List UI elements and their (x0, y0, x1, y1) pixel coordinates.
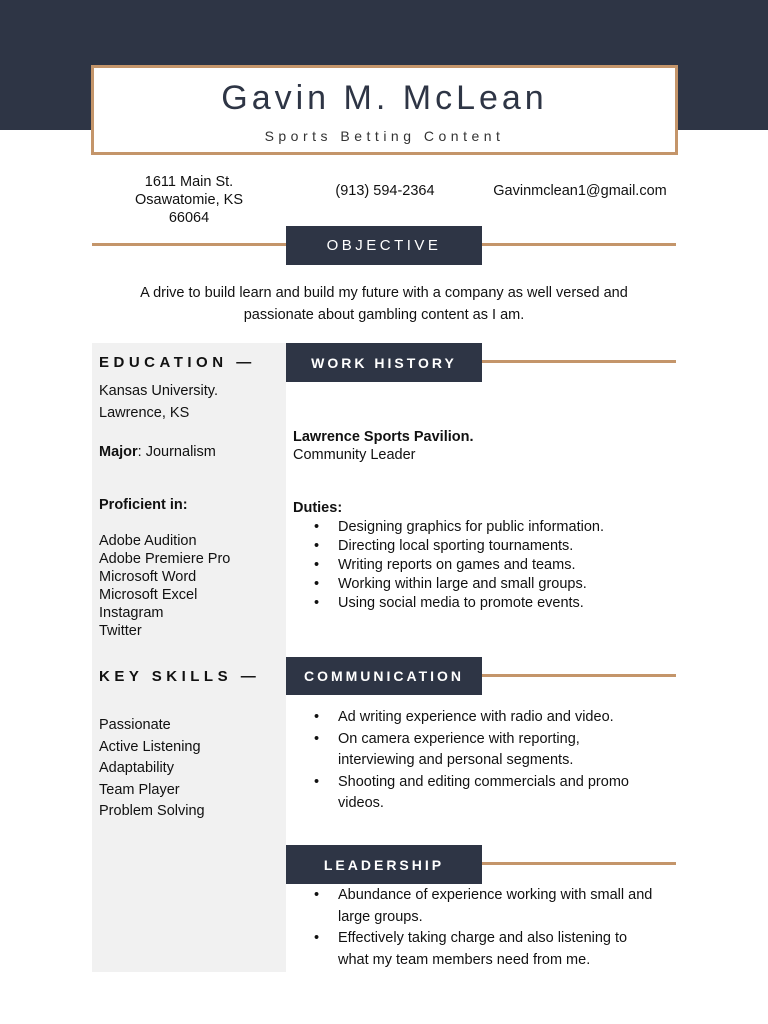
list-item: Adobe Premiere Pro (99, 551, 231, 567)
list-item: • Working within large and small groups. (314, 575, 654, 594)
address-line-2: Osawatomie, KS (135, 192, 243, 208)
list-item: Team Player (99, 781, 180, 798)
education-title: EDUCATION — (99, 354, 256, 371)
address-line-1: 1611 Main St. (144, 174, 234, 190)
key-skills-title: KEY SKILLS — (99, 668, 261, 685)
job-role: Community Leader (293, 447, 416, 463)
key-skills-list (99, 715, 205, 823)
list-item: Adaptability (99, 760, 174, 776)
major-value: : Journalism (137, 444, 216, 460)
objective-header: OBJECTIVE (286, 226, 482, 265)
resume-subtitle: Sports Betting Content (264, 128, 505, 144)
communication-header: COMMUNICATION (286, 657, 482, 695)
contact-phone: (913) 594-2364 (335, 183, 435, 199)
list-item: • Ad writing experience with radio and video. (314, 707, 650, 729)
address-line-3: 66064 (168, 210, 210, 226)
duties-label: Duties: (293, 500, 343, 516)
list-item: Adobe Audition (99, 533, 197, 549)
list-item: Microsoft Word (99, 569, 197, 585)
list-item: • Effectively taking charge and also listening to what my team members need from me. (314, 928, 654, 971)
job-title (293, 428, 474, 464)
list-item: Passionate (99, 717, 171, 733)
list-item: • Writing reports on games and teams. (314, 556, 654, 575)
list-item: Microsoft Excel (99, 587, 198, 603)
list-item: Active Listening (99, 738, 201, 755)
list-item: • Shooting and editing commercials and promo videos. (314, 772, 650, 815)
contact-email: Gavinmclean1@gmail.com (493, 183, 667, 199)
major-label: Major (99, 444, 138, 460)
contact-address (118, 173, 260, 227)
list-item: • Designing graphics for public information. (314, 518, 654, 537)
duties-list (314, 518, 654, 613)
leadership-divider (482, 862, 676, 865)
list-item: Instagram (99, 605, 164, 621)
leadership-list (314, 885, 654, 971)
sidebar (92, 343, 286, 972)
work-history-divider (482, 360, 676, 363)
list-item: Twitter (99, 623, 142, 639)
name-card (91, 65, 678, 155)
company-name: Lawrence Sports Pavilion. (293, 429, 474, 445)
education-location: Lawrence, KS (99, 405, 190, 421)
list-item: • Using social media to promote events. (314, 594, 654, 613)
list-item: • Abundance of experience working with small and large groups. (314, 885, 654, 928)
communication-divider (482, 674, 676, 677)
list-item: • Directing local sporting tournaments. (314, 537, 654, 556)
proficient-label: Proficient in: (99, 497, 188, 513)
resume-name: Gavin M. McLean (221, 79, 548, 117)
work-history-header: WORK HISTORY (286, 343, 482, 382)
list-item: • On camera experience with reporting, interviewing and personal segments. (314, 729, 650, 772)
leadership-header: LEADERSHIP (286, 845, 482, 884)
objective-text: A drive to build learn and build my future with a company as well versed and passionate about gambling content as I am. (140, 285, 628, 323)
communication-list (314, 707, 650, 815)
proficient-list (99, 532, 230, 640)
education-school: Kansas University. (99, 383, 218, 399)
education-major (99, 441, 216, 463)
list-item: Problem Solving (99, 803, 205, 819)
